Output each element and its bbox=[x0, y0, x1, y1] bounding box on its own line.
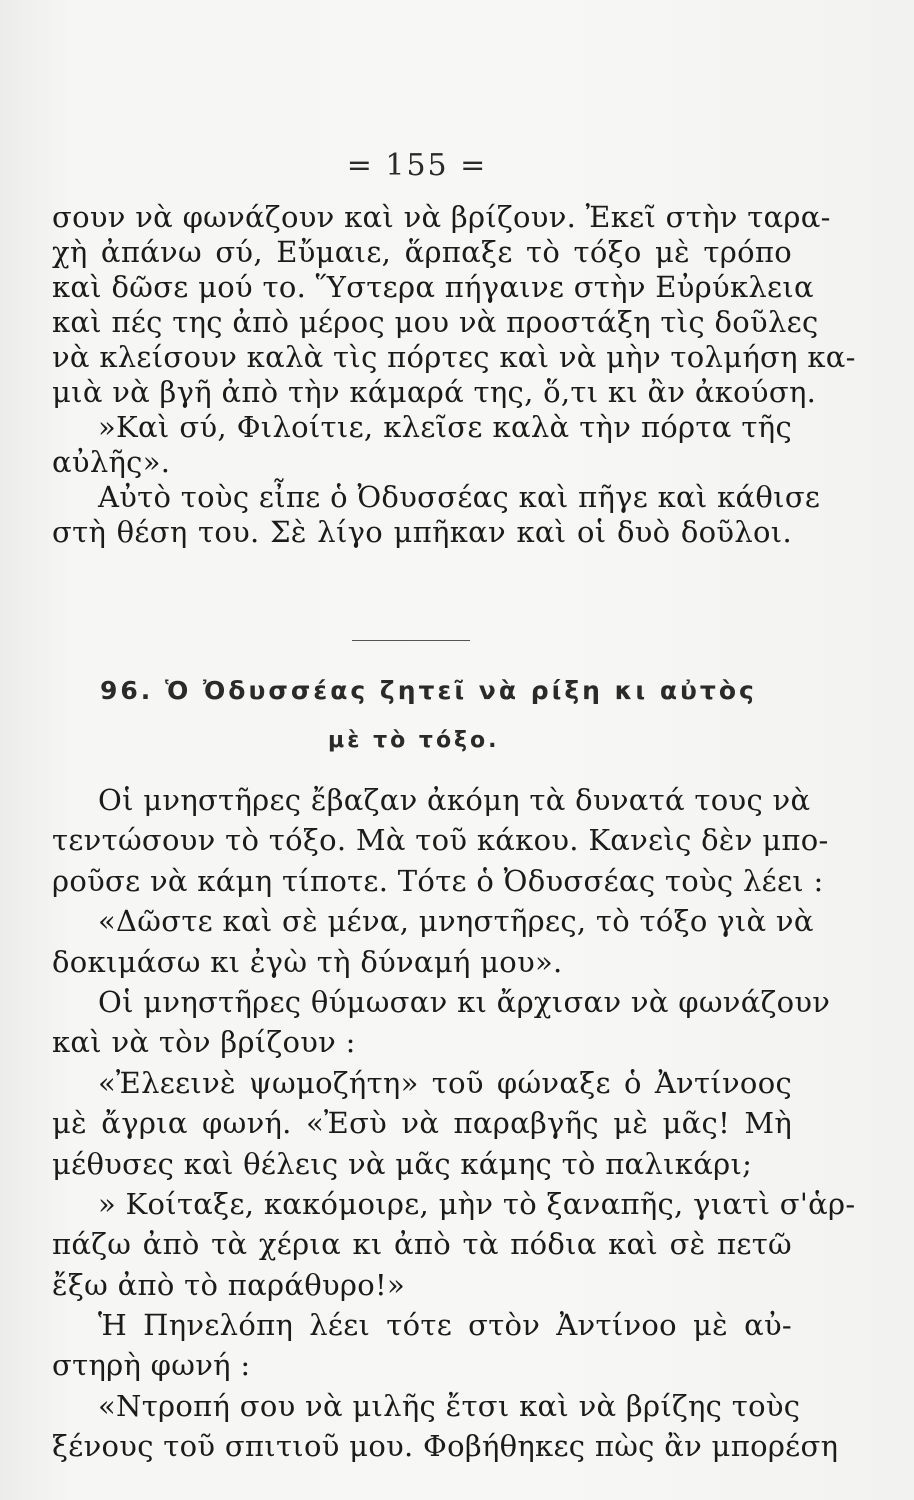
text-line: Αὐτὸ τοὺς εἶπε ὁ Ὀδυσσέας καὶ πῆγε καὶ κάθισε bbox=[98, 480, 821, 514]
text-line: πάζω ἀπὸ τὰ χέρια κι ἀπὸ τὰ πόδια καὶ σὲ πετῶ bbox=[52, 1227, 792, 1262]
text-line: στὴ θέση του. Σὲ λίγο μπῆκαν καὶ οἱ δυὸ δοῦλοι. bbox=[52, 515, 792, 549]
text-line: καὶ πές της ἀπὸ μέρος μου νὰ προστάξη τὶς δοῦλες bbox=[52, 305, 819, 339]
text-line: στηρὴ φωνή : bbox=[52, 1348, 251, 1383]
text-line: ἔξω ἀπὸ τὸ παράθυρο!» bbox=[52, 1267, 406, 1302]
text-line: μὲ ἄγρια φωνή. «Ἐσὺ νὰ παραβγῆς μὲ μᾶς! Μὴ bbox=[52, 1106, 792, 1141]
chapter-title: 96. Ὁ Ὀδυσσέας ζητεῖ νὰ ρίξη κι αὐτὸς bbox=[100, 676, 757, 705]
text-line: σουν νὰ φωνάζουν καὶ νὰ βρίζουν. Ἐκεῖ στὴν ταρα- bbox=[52, 200, 831, 234]
section-divider bbox=[352, 640, 470, 641]
text-line: «Ἐλεεινὲ ψωμοζήτη» τοῦ φώναξε ὁ Ἀντίνοος bbox=[98, 1065, 792, 1100]
chapter-title-continued: μὲ τὸ τόξο. bbox=[328, 728, 500, 753]
text-line: «Δῶστε καὶ σὲ μένα, μνηστῆρες, τὸ τόξο γιὰ νὰ bbox=[98, 904, 814, 939]
text-line: «Ντροπή σου νὰ μιλῆς ἔτσι καὶ νὰ βρίζης τοὺς bbox=[98, 1388, 801, 1423]
text-line: αὐλῆς». bbox=[52, 445, 171, 479]
text-line: μέθυσες καὶ θέλεις νὰ μᾶς κάμης τὸ παλικάρι; bbox=[52, 1146, 753, 1181]
text-line: » Κοίταξε, κακόμοιρε, μὴν τὸ ξαναπῆς, γιατὶ σ'ἁρ- bbox=[98, 1186, 856, 1221]
text-line: ξένους τοῦ σπιτιοῦ μου. Φοβήθηκες πὼς ἂν μπορέση bbox=[52, 1429, 839, 1464]
text-line: Ἡ Πηνελόπη λέει τότε στὸν Ἀντίνοο μὲ αὐ- bbox=[98, 1308, 792, 1343]
text-line: τεντώσουν τὸ τόξο. Μὰ τοῦ κάκου. Κανεὶς δὲν μπο- bbox=[52, 823, 829, 858]
text-line: Οἱ μνηστῆρες ἔβαζαν ἀκόμη τὰ δυνατά τους νὰ bbox=[98, 783, 811, 817]
text-line: καὶ δῶσε μού το. Ὕστερα πήγαινε στὴν Εὐρύκλεια bbox=[52, 270, 814, 304]
section-end-text bbox=[52, 200, 856, 550]
text-line: δοκιμάσω κι ἐγὼ τὴ δύναμή μου». bbox=[52, 944, 563, 979]
text-line: νὰ κλείσουν καλὰ τὶς πόρτες καὶ νὰ μὴν τολμήση κα- bbox=[52, 340, 856, 374]
text-line: Οἱ μνηστῆρες θύμωσαν κι ἄρχισαν νὰ φωνάζουν bbox=[98, 984, 831, 1019]
text-line: χὴ ἀπάνω σύ, Εὔμαιε, ἅρπαξε τὸ τόξο μὲ τρόπο bbox=[52, 235, 792, 269]
chapter-text bbox=[52, 780, 856, 1467]
page-number: = 155 = bbox=[346, 148, 488, 183]
text-line: ροῦσε νὰ κάμη τίποτε. Τότε ὁ Ὀδυσσέας τοὺς λέει : bbox=[52, 863, 824, 898]
text-line: μιὰ νὰ βγῆ ἀπὸ τὴν κάμαρά της, ὅ,τι κι ἂν ἀκούση. bbox=[52, 375, 817, 409]
text-line: »Καὶ σύ, Φιλοίτιε, κλεῖσε καλὰ τὴν πόρτα τῆς bbox=[98, 410, 792, 444]
text-line: καὶ νὰ τὸν βρίζουν : bbox=[52, 1025, 356, 1060]
